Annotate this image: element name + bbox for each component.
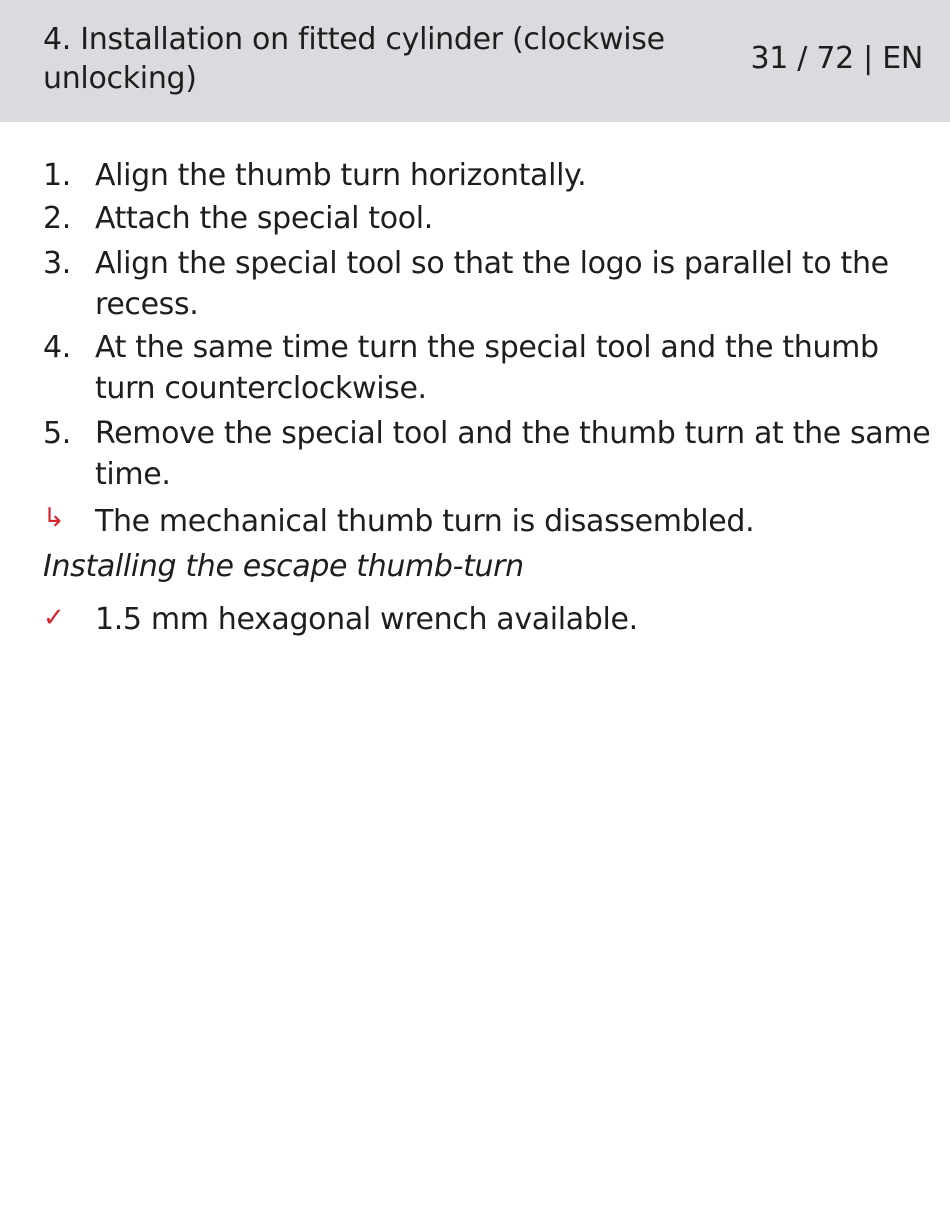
step-text: Align the thumb turn horizontally. — [95, 158, 587, 193]
page-indicator: 31 / 72 | EN — [750, 41, 923, 76]
section-subheading: Installing the escape thumb-turn — [43, 549, 524, 584]
page-title: 4. Installation on fitted cylinder (clockwise unlocking) — [43, 22, 665, 96]
step-text: At the same time turn the special tool and the thumb turn counterclockwise. — [95, 330, 879, 406]
step-number: 4. — [43, 330, 71, 365]
step-text: Attach the special tool. — [95, 201, 433, 236]
prerequisite-text: 1.5 mm hexagonal wrench available. — [95, 602, 638, 637]
result-arrow-icon: ↳ — [43, 503, 65, 533]
checkmark-icon: ✓ — [43, 603, 65, 633]
step-text: Align the special tool so that the logo is parallel to the recess. — [95, 246, 889, 322]
step-number: 2. — [43, 201, 71, 236]
result-text: The mechanical thumb turn is disassembled. — [95, 504, 755, 539]
step-number: 5. — [43, 416, 71, 451]
step-number: 3. — [43, 246, 71, 281]
step-number: 1. — [43, 158, 71, 193]
step-text: Remove the special tool and the thumb turn at the same time. — [95, 416, 931, 492]
page-header — [0, 0, 950, 122]
